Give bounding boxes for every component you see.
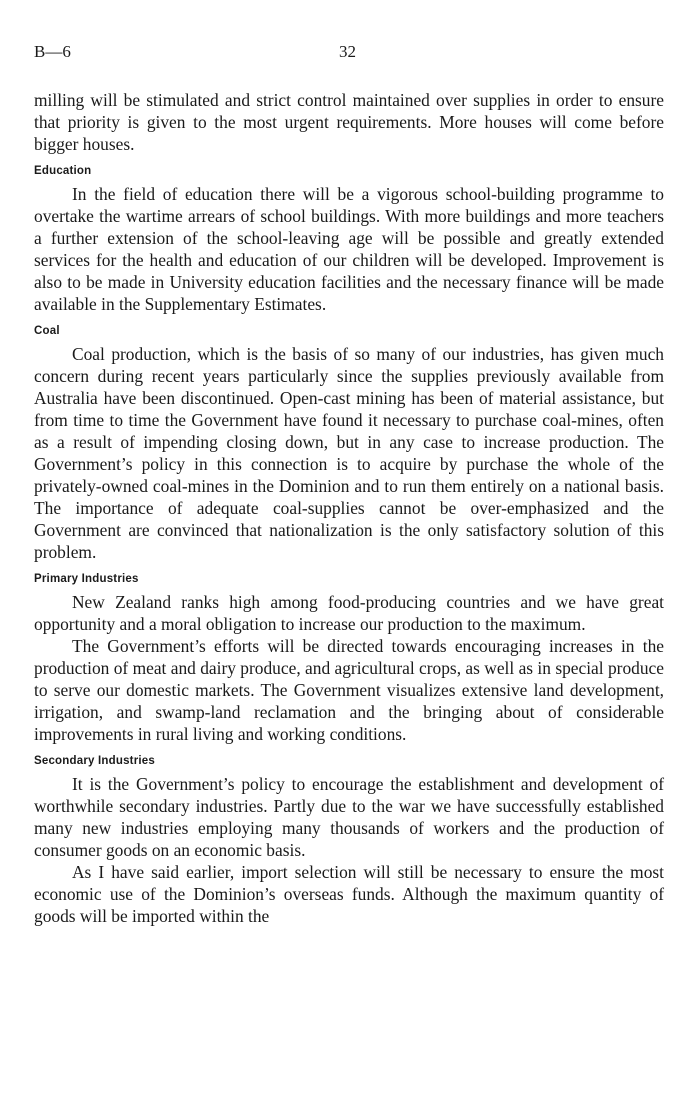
secondary-industries-paragraph-1: It is the Government’s policy to encourage the establishment and development of worthwhile secondary industries. Partly due to the war we have successfully established many new industries employing many thousands of workers and the production of consumer goods on an economic basis. bbox=[34, 774, 664, 860]
housing-paragraph-continued: milling will be stimulated and strict control maintained over supplies in order to ensure that priority is given to the most urgent requirements. More houses will come before bigger houses. bbox=[34, 90, 664, 154]
education-paragraph: In the field of education there will be a vigorous school-building programme to overtake the wartime arrears of school buildings. With more buildings and more teachers a further extension of the school-leaving age will be possible and greatly extended services for the health and education of our children will be developed. Improvement is also to be made in University education facilities and the necessary finance will be made available in the Supplementary Estimates. bbox=[34, 184, 664, 314]
section-heading-coal: Coal bbox=[34, 325, 60, 337]
document-body bbox=[34, 89, 664, 927]
page-header bbox=[34, 42, 666, 68]
primary-industries-paragraph-2: The Government’s efforts will be directed towards encouraging increases in the production of meat and dairy produce, and agricultural crops, as well as in special produce to serve our domestic markets. The Government visualizes extensive land development, irrigation, and swamp-land reclamation and the bringing about of considerable improvements in rural living and working conditions. bbox=[34, 636, 664, 744]
primary-industries-paragraph-1: New Zealand ranks high among food-producing countries and we have great opportunity and a moral obligation to increase our production to the maximum. bbox=[34, 592, 664, 634]
section-heading-education: Education bbox=[34, 165, 92, 177]
coal-paragraph: Coal production, which is the basis of so many of our industries, has given much concern during recent years particularly since the supplies previously available from Australia have been discontinued. Open-cast mining has been of material assistance, but from time to time the Government have found it necessary to purchase coal-mines, often as a result of impending closing down, but in any case to increase production. The Government’s policy in this connection is to acquire by purchase the whole of the privately-owned coal-mines in the Dominion and to run them entirely on a national basis. The importance of adequate coal-supplies cannot be over-emphasized and the Government are convinced that nationalization is the only satisfactory solution of this problem. bbox=[34, 344, 664, 562]
secondary-industries-paragraph-2: As I have said earlier, import selection will still be necessary to ensure the most economic use of the Dominion’s overseas funds. Although the maximum quantity of goods will be imported within the bbox=[34, 862, 664, 926]
page-number: 32 bbox=[339, 42, 356, 61]
document-code: B—6 bbox=[34, 42, 71, 61]
section-heading-primary-industries: Primary Industries bbox=[34, 573, 139, 585]
section-heading-secondary-industries: Secondary Industries bbox=[34, 755, 155, 767]
